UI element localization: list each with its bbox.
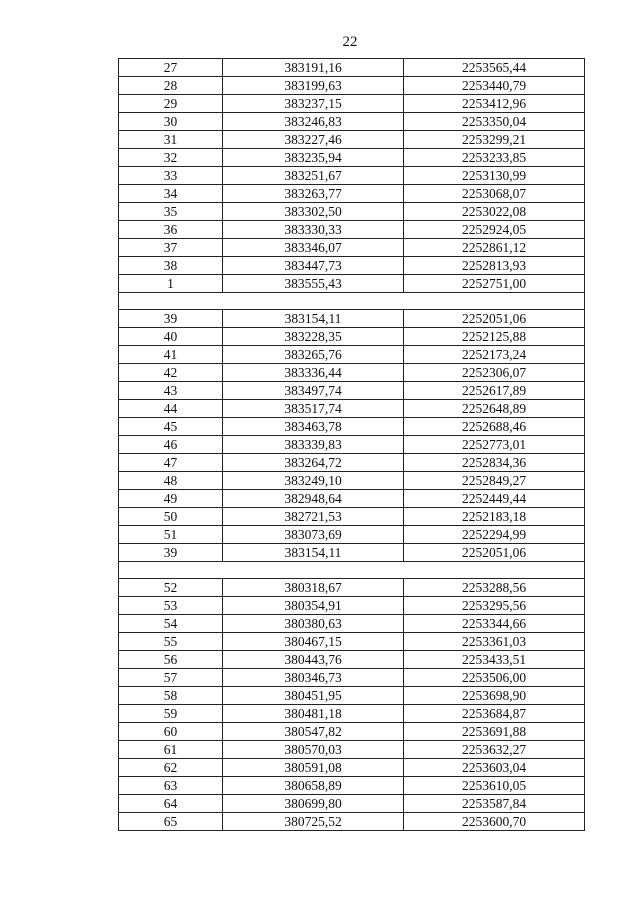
- x-coordinate-cell: 383264,72: [223, 454, 404, 472]
- x-coordinate-cell: 383251,67: [223, 167, 404, 185]
- table-row: [119, 544, 585, 562]
- x-coordinate-cell: 383330,33: [223, 221, 404, 239]
- y-coordinate-cell: 2253587,84: [404, 795, 585, 813]
- x-coordinate-cell: 383154,11: [223, 310, 404, 328]
- point-number-cell: 33: [119, 167, 223, 185]
- y-coordinate-cell: 2253068,07: [404, 185, 585, 203]
- table-row: [119, 400, 585, 418]
- x-coordinate-cell: 382721,53: [223, 508, 404, 526]
- point-number-cell: 60: [119, 723, 223, 741]
- y-coordinate-cell: 2252173,24: [404, 346, 585, 364]
- x-coordinate-cell: 383228,35: [223, 328, 404, 346]
- x-coordinate-cell: 380346,73: [223, 669, 404, 687]
- point-number-cell: 28: [119, 77, 223, 95]
- y-coordinate-cell: 2253565,44: [404, 59, 585, 77]
- x-coordinate-cell: 383249,10: [223, 472, 404, 490]
- point-number-cell: 44: [119, 400, 223, 418]
- point-number-cell: 39: [119, 310, 223, 328]
- x-coordinate-cell: 383497,74: [223, 382, 404, 400]
- point-number-cell: 43: [119, 382, 223, 400]
- x-coordinate-cell: 380451,95: [223, 687, 404, 705]
- table-row: [119, 579, 585, 597]
- point-number-cell: 63: [119, 777, 223, 795]
- y-coordinate-cell: 2253506,00: [404, 669, 585, 687]
- x-coordinate-cell: 383263,77: [223, 185, 404, 203]
- point-number-cell: 41: [119, 346, 223, 364]
- x-coordinate-cell: 383235,94: [223, 149, 404, 167]
- point-number-cell: 37: [119, 239, 223, 257]
- table-row: [119, 364, 585, 382]
- y-coordinate-cell: 2253344,66: [404, 615, 585, 633]
- x-coordinate-cell: 382948,64: [223, 490, 404, 508]
- table-row: [119, 723, 585, 741]
- y-coordinate-cell: 2252924,05: [404, 221, 585, 239]
- point-number-cell: 30: [119, 113, 223, 131]
- y-coordinate-cell: 2252648,89: [404, 400, 585, 418]
- table-row: [119, 472, 585, 490]
- coordinates-table: [118, 58, 585, 831]
- y-coordinate-cell: 2253350,04: [404, 113, 585, 131]
- point-number-cell: 62: [119, 759, 223, 777]
- table-row: [119, 759, 585, 777]
- point-number-cell: 45: [119, 418, 223, 436]
- point-number-cell: 52: [119, 579, 223, 597]
- y-coordinate-cell: 2253288,56: [404, 579, 585, 597]
- point-number-cell: 32: [119, 149, 223, 167]
- point-number-cell: 58: [119, 687, 223, 705]
- point-number-cell: 31: [119, 131, 223, 149]
- y-coordinate-cell: 2252294,99: [404, 526, 585, 544]
- table-row: [119, 382, 585, 400]
- table-row: [119, 203, 585, 221]
- table-row: [119, 328, 585, 346]
- y-coordinate-cell: 2252773,01: [404, 436, 585, 454]
- y-coordinate-cell: 2252849,27: [404, 472, 585, 490]
- point-number-cell: 29: [119, 95, 223, 113]
- table-row: [119, 454, 585, 472]
- y-coordinate-cell: 2253632,27: [404, 741, 585, 759]
- x-coordinate-cell: 383154,11: [223, 544, 404, 562]
- y-coordinate-cell: 2252617,89: [404, 382, 585, 400]
- x-coordinate-cell: 383191,16: [223, 59, 404, 77]
- table-row: [119, 418, 585, 436]
- point-number-cell: 42: [119, 364, 223, 382]
- x-coordinate-cell: 380481,18: [223, 705, 404, 723]
- y-coordinate-cell: 2253691,88: [404, 723, 585, 741]
- x-coordinate-cell: 380443,76: [223, 651, 404, 669]
- table-row: [119, 149, 585, 167]
- x-coordinate-cell: 383339,83: [223, 436, 404, 454]
- x-coordinate-cell: 383336,44: [223, 364, 404, 382]
- table-row: [119, 651, 585, 669]
- point-number-cell: 39: [119, 544, 223, 562]
- table-row: [119, 436, 585, 454]
- y-coordinate-cell: 2252861,12: [404, 239, 585, 257]
- point-number-cell: 49: [119, 490, 223, 508]
- point-number-cell: 46: [119, 436, 223, 454]
- x-coordinate-cell: 383447,73: [223, 257, 404, 275]
- point-number-cell: 47: [119, 454, 223, 472]
- table-row: [119, 167, 585, 185]
- x-coordinate-cell: 380658,89: [223, 777, 404, 795]
- y-coordinate-cell: 2253433,51: [404, 651, 585, 669]
- table-row: [119, 59, 585, 77]
- x-coordinate-cell: 383555,43: [223, 275, 404, 293]
- point-number-cell: 55: [119, 633, 223, 651]
- y-coordinate-cell: 2253698,90: [404, 687, 585, 705]
- point-number-cell: 38: [119, 257, 223, 275]
- table-row: [119, 526, 585, 544]
- x-coordinate-cell: 380699,80: [223, 795, 404, 813]
- x-coordinate-cell: 383199,63: [223, 77, 404, 95]
- y-coordinate-cell: 2253610,05: [404, 777, 585, 795]
- table-row: [119, 615, 585, 633]
- y-coordinate-cell: 2253603,04: [404, 759, 585, 777]
- separator-cell: [119, 562, 585, 579]
- table-row: [119, 257, 585, 275]
- x-coordinate-cell: 383246,83: [223, 113, 404, 131]
- point-number-cell: 51: [119, 526, 223, 544]
- x-coordinate-cell: 383265,76: [223, 346, 404, 364]
- table-row: [119, 77, 585, 95]
- point-number-cell: 59: [119, 705, 223, 723]
- y-coordinate-cell: 2253299,21: [404, 131, 585, 149]
- section-separator: [119, 293, 585, 310]
- point-number-cell: 1: [119, 275, 223, 293]
- y-coordinate-cell: 2253022,08: [404, 203, 585, 221]
- x-coordinate-cell: 383302,50: [223, 203, 404, 221]
- page-number: 22: [342, 34, 358, 50]
- point-number-cell: 61: [119, 741, 223, 759]
- x-coordinate-cell: 380547,82: [223, 723, 404, 741]
- y-coordinate-cell: 2253295,56: [404, 597, 585, 615]
- table-row: [119, 113, 585, 131]
- table-row: [119, 633, 585, 651]
- y-coordinate-cell: 2253600,70: [404, 813, 585, 831]
- y-coordinate-cell: 2252125,88: [404, 328, 585, 346]
- table-row: [119, 95, 585, 113]
- section-separator: [119, 562, 585, 579]
- table-row: [119, 131, 585, 149]
- y-coordinate-cell: 2253684,87: [404, 705, 585, 723]
- x-coordinate-cell: 383073,69: [223, 526, 404, 544]
- x-coordinate-cell: 383346,07: [223, 239, 404, 257]
- x-coordinate-cell: 383517,74: [223, 400, 404, 418]
- point-number-cell: 48: [119, 472, 223, 490]
- y-coordinate-cell: 2252051,06: [404, 310, 585, 328]
- table-row: [119, 669, 585, 687]
- x-coordinate-cell: 380725,52: [223, 813, 404, 831]
- y-coordinate-cell: 2253361,03: [404, 633, 585, 651]
- table-row: [119, 777, 585, 795]
- separator-cell: [119, 293, 585, 310]
- y-coordinate-cell: 2252449,44: [404, 490, 585, 508]
- table-row: [119, 795, 585, 813]
- y-coordinate-cell: 2253130,99: [404, 167, 585, 185]
- point-number-cell: 36: [119, 221, 223, 239]
- table-row: [119, 508, 585, 526]
- point-number-cell: 40: [119, 328, 223, 346]
- y-coordinate-cell: 2253233,85: [404, 149, 585, 167]
- y-coordinate-cell: 2252688,46: [404, 418, 585, 436]
- y-coordinate-cell: 2252051,06: [404, 544, 585, 562]
- y-coordinate-cell: 2253440,79: [404, 77, 585, 95]
- y-coordinate-cell: 2252306,07: [404, 364, 585, 382]
- table-row: [119, 239, 585, 257]
- y-coordinate-cell: 2253412,96: [404, 95, 585, 113]
- x-coordinate-cell: 383227,46: [223, 131, 404, 149]
- table-row: [119, 687, 585, 705]
- table-row: [119, 597, 585, 615]
- x-coordinate-cell: 380380,63: [223, 615, 404, 633]
- table-row: [119, 346, 585, 364]
- y-coordinate-cell: 2252751,00: [404, 275, 585, 293]
- x-coordinate-cell: 380467,15: [223, 633, 404, 651]
- point-number-cell: 34: [119, 185, 223, 203]
- point-number-cell: 27: [119, 59, 223, 77]
- point-number-cell: 65: [119, 813, 223, 831]
- point-number-cell: 57: [119, 669, 223, 687]
- table-row: [119, 490, 585, 508]
- x-coordinate-cell: 380354,91: [223, 597, 404, 615]
- point-number-cell: 50: [119, 508, 223, 526]
- table-row: [119, 741, 585, 759]
- table-row: [119, 185, 585, 203]
- point-number-cell: 64: [119, 795, 223, 813]
- y-coordinate-cell: 2252183,18: [404, 508, 585, 526]
- y-coordinate-cell: 2252813,93: [404, 257, 585, 275]
- table-row: [119, 275, 585, 293]
- y-coordinate-cell: 2252834,36: [404, 454, 585, 472]
- table-row: [119, 310, 585, 328]
- x-coordinate-cell: 380591,08: [223, 759, 404, 777]
- x-coordinate-cell: 380318,67: [223, 579, 404, 597]
- point-number-cell: 54: [119, 615, 223, 633]
- table-row: [119, 221, 585, 239]
- x-coordinate-cell: 383463,78: [223, 418, 404, 436]
- point-number-cell: 35: [119, 203, 223, 221]
- x-coordinate-cell: 380570,03: [223, 741, 404, 759]
- point-number-cell: 53: [119, 597, 223, 615]
- x-coordinate-cell: 383237,15: [223, 95, 404, 113]
- point-number-cell: 56: [119, 651, 223, 669]
- table-row: [119, 813, 585, 831]
- table-row: [119, 705, 585, 723]
